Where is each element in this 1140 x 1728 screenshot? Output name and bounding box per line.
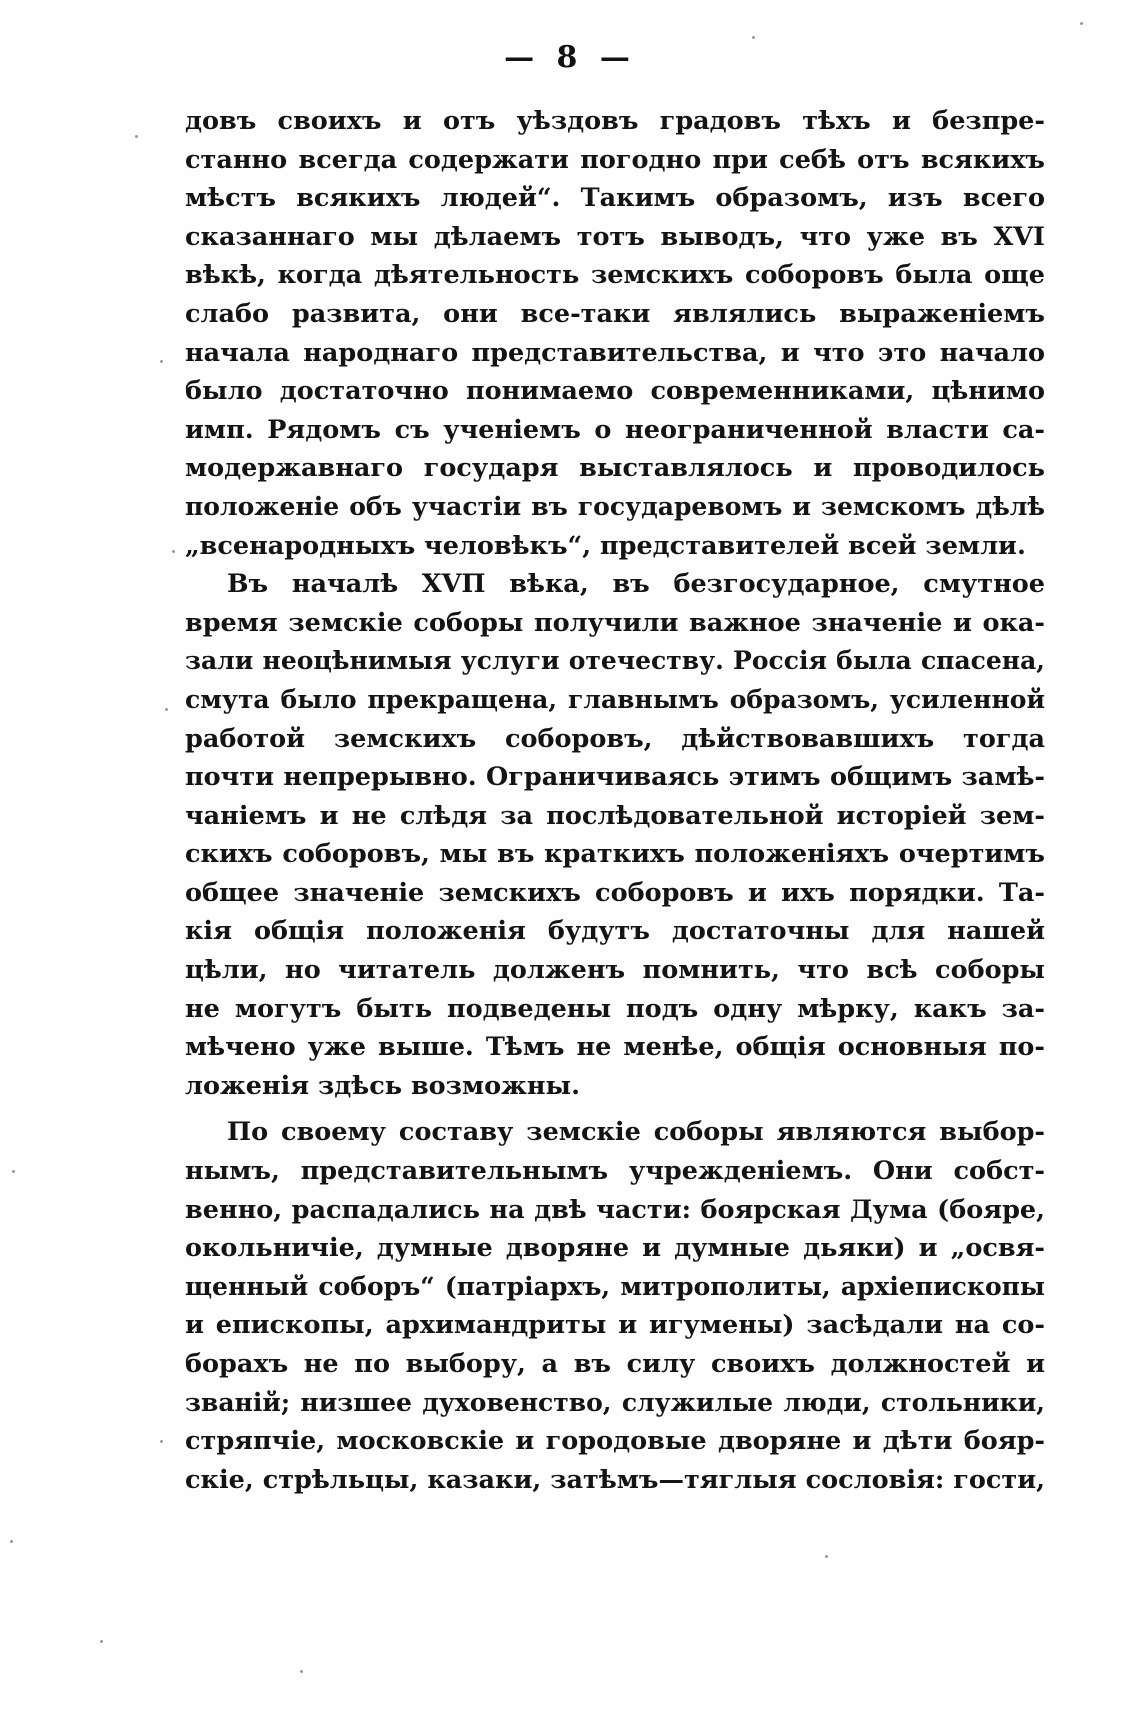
text-line: Въ началѣ XVП вѣка, въ безгосударное, смутное [227, 569, 1045, 600]
text-line: не могутъ быть подведены подъ одну мѣрку, какъ за- [185, 993, 1045, 1024]
text-line: довъ своихъ и отъ уѣздовъ градовъ тѣхъ и безпре- [185, 106, 1045, 136]
text-line: вѣкѣ, когда дѣятельность земскихъ соборовъ была още [185, 260, 1045, 291]
text-line: было достаточно понимаемо современниками, цѣнимо [185, 376, 1045, 407]
text-line: „всенародныхъ человѣкъ“, представителей всей земли. [185, 530, 1026, 561]
text-line: венно, распадались на двѣ части: боярская Дума (бояре, [185, 1194, 1045, 1225]
text-line: время земскіе соборы получили важное значеніе и ока- [185, 607, 1045, 638]
paragraph-3 [185, 1113, 1045, 1499]
scan-speck [300, 1670, 303, 1673]
page-number: — 8 — [504, 40, 636, 75]
text-line: нымъ, представительнымъ учрежденіемъ. Они собст- [185, 1156, 1045, 1187]
scan-speck [100, 1640, 103, 1643]
text-line: стряпчіе, московскіе и городовые дворяне и дѣти бояр- [185, 1426, 1045, 1457]
text-line: скихъ соборовъ, мы въ краткихъ положеніяхъ очертимъ [185, 839, 1045, 870]
text-line: станно всегда содержати погодно при себѣ отъ всякихъ [185, 144, 1045, 175]
text-line: общее значеніе земскихъ соборовъ и ихъ порядки. Та- [185, 877, 1045, 908]
text-line: По своему составу земскіе соборы являются выбор- [227, 1117, 1045, 1148]
text-line: окольничіе, думные дворяне и думные дьяки) и „освя- [185, 1233, 1045, 1264]
text-line: модержавнаго государя выставлялось и проводилось [185, 453, 1045, 484]
text-line: ложенія здѣсь возможны. [185, 1070, 580, 1101]
text-line: цѣли, но читатель долженъ помнить, что всѣ соборы [185, 955, 1045, 986]
text-line: положеніе объ участіи въ государевомъ и земскомъ дѣлѣ [185, 491, 1045, 521]
text-line: смута было прекращена, главнымъ образомъ, усиленной [185, 684, 1045, 714]
text-line: мѣчено уже выше. Тѣмъ не менѣе, общія основныя по- [185, 1032, 1045, 1063]
text-line: щенный соборъ“ (патріархъ, митрополиты, архіепископы [185, 1271, 1045, 1301]
text-line: слабо развита, они все-таки являлись выраженіемъ [185, 298, 1045, 329]
paragraph-1 [185, 102, 1045, 565]
text-line: работой земскихъ соборовъ, дѣйствовавшихъ тогда [185, 723, 1045, 754]
text-line: мѣстъ всякихъ людей“. Такимъ образомъ, изъ всего [185, 183, 1045, 214]
scan-speck [752, 36, 755, 39]
paragraph-2 [185, 565, 1045, 1105]
scan-speck [825, 1555, 828, 1558]
text-line: скіе, стрѣльцы, казаки, затѣмъ—тяглыя сословія: гости, [185, 1464, 1045, 1495]
text-line: почти непрерывно. Ограничиваясь этимъ общимъ замѣ- [185, 762, 1045, 793]
scan-speck [1080, 22, 1083, 25]
scan-speck [165, 708, 168, 711]
text-line: начала народнаго представительства, и что это начало [185, 337, 1045, 368]
scan-speck [160, 1440, 163, 1443]
text-line: борахъ не по выбору, а въ силу своихъ должностей и [185, 1349, 1045, 1379]
text-line: зали неоцѣнимыя услуги отечеству. Россія была спасена, [185, 646, 1045, 676]
scan-speck [172, 550, 175, 553]
text-line: сказаннаго мы дѣлаемъ тотъ выводъ, что уже въ XVI [185, 221, 1045, 252]
scan-speck [135, 135, 138, 138]
scan-speck [12, 1170, 15, 1173]
scan-speck [10, 1540, 13, 1543]
text-line: имп. Рядомъ съ ученіемъ о неограниченной власти са- [185, 414, 1045, 445]
body-text [185, 102, 1045, 1499]
text-line: и епископы, архимандриты и игумены) засѣдали на со- [185, 1310, 1045, 1341]
paragraph-gap [185, 1105, 1045, 1113]
text-line: кія общія положенія будутъ достаточны для нашей [185, 916, 1045, 947]
scan-speck [160, 360, 163, 363]
text-line: званій; низшее духовенство, служилые люди, стольники, [185, 1387, 1045, 1417]
text-line: чаніемъ и не слѣдя за послѣдовательной исторіей зем- [185, 800, 1045, 831]
